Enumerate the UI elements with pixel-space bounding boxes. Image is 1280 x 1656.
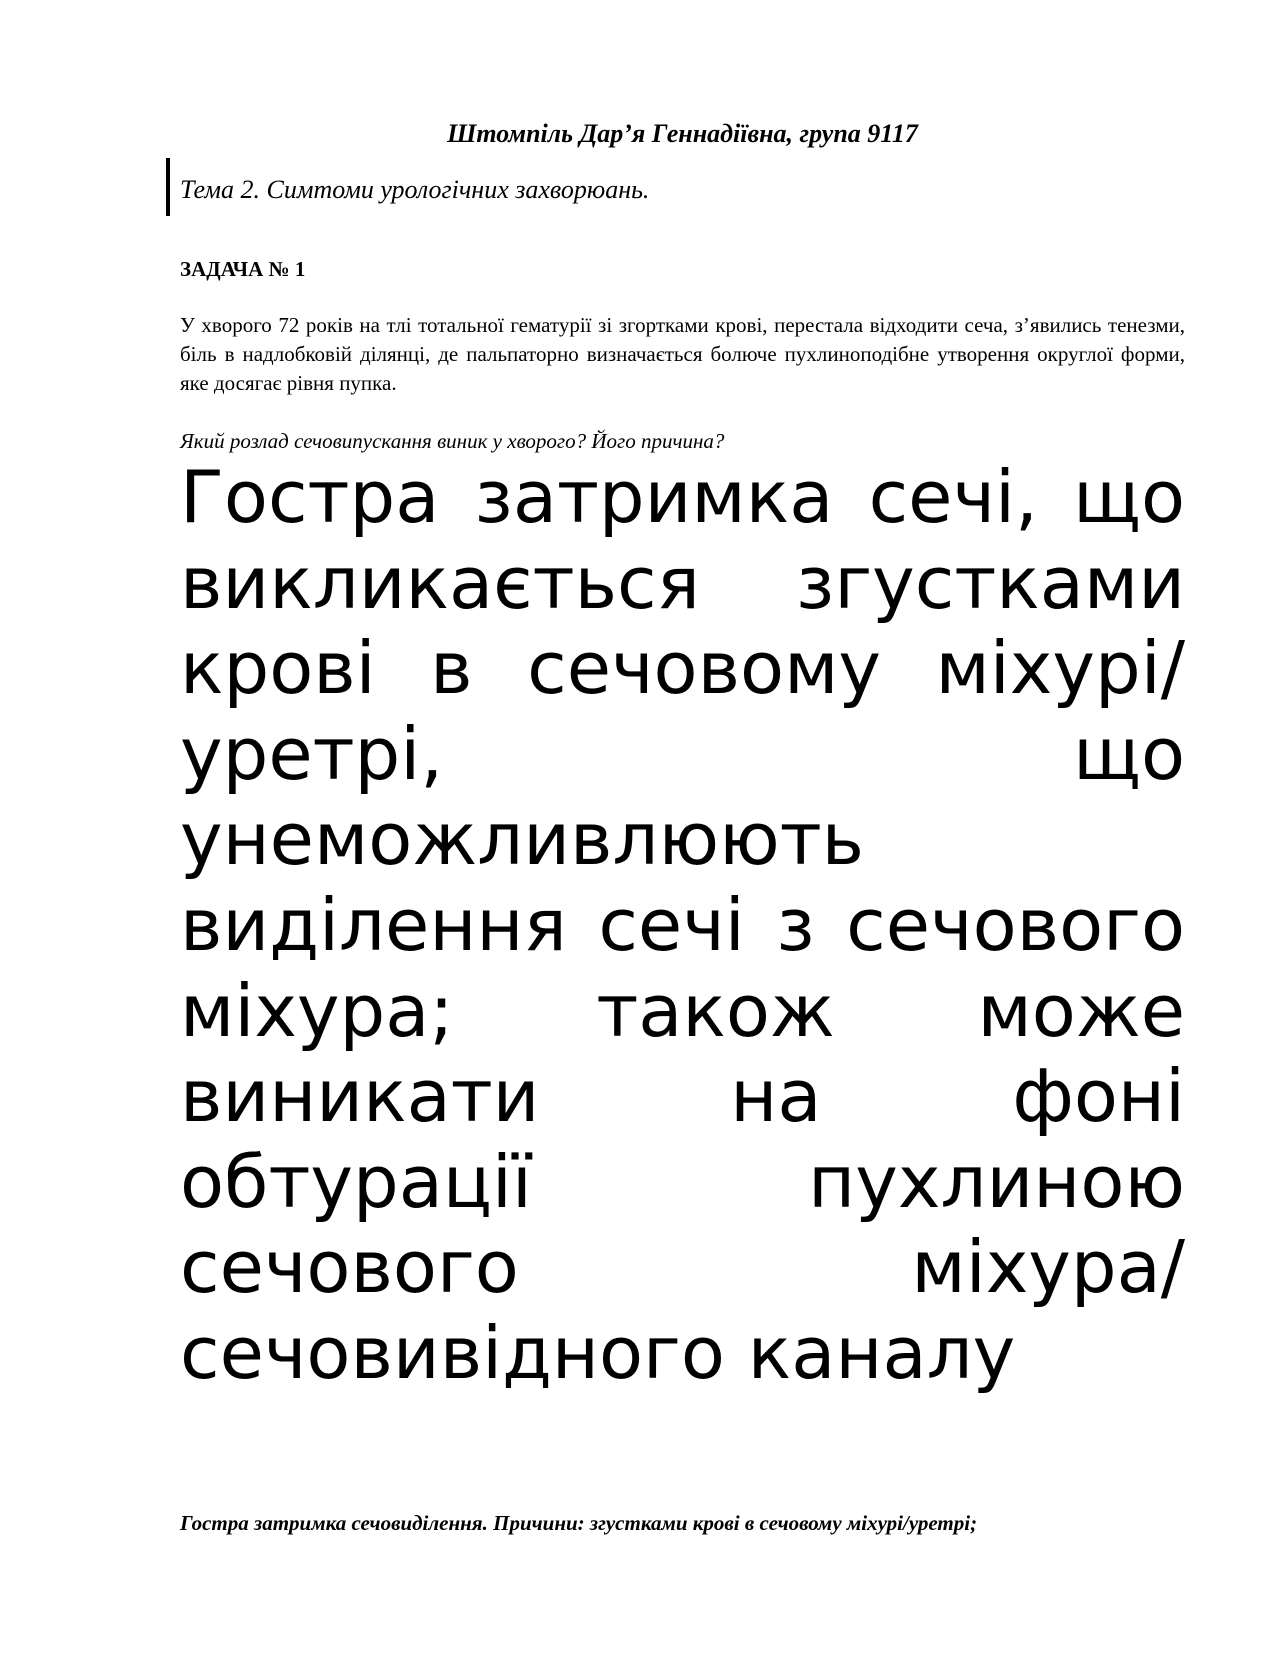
answer-summary: Гостра затримка сечовиділення. Причини: згустками крові в сечовому міхурі/уретрі; — [180, 1511, 978, 1535]
author-line: Штомпіль Дар’я Геннадіївна, група 9117 — [447, 119, 918, 148]
text-cursor-bar — [166, 158, 170, 216]
task-description: У хворого 72 років на тлі тотальної гематурії зі згортками крові, перестала відходити сеча, з’явились тенезми, біль в надлобковій ділянці, де пальпаторно визначається болюче пухлиноподібне утворення округлої форми, яке досягає рівня пупка. — [180, 313, 1185, 395]
task-heading: ЗАДАЧА № 1 — [180, 257, 306, 281]
task-question: Який розлад сечовипускання виник у хворого? Його причина? — [180, 429, 725, 453]
answer-large-text: Гостра затримка сечі, що викликається згустками крові в сечовому міхурі/уретрі, що унеможливлюють виділення сечі з сечового міхура; також може виникати на фоні обтурації пухлиною сечового міхура/сечовивідного каналу — [180, 455, 1185, 1395]
topic-title: Тема 2. Симтоми урологічних захворюань. — [180, 175, 650, 204]
